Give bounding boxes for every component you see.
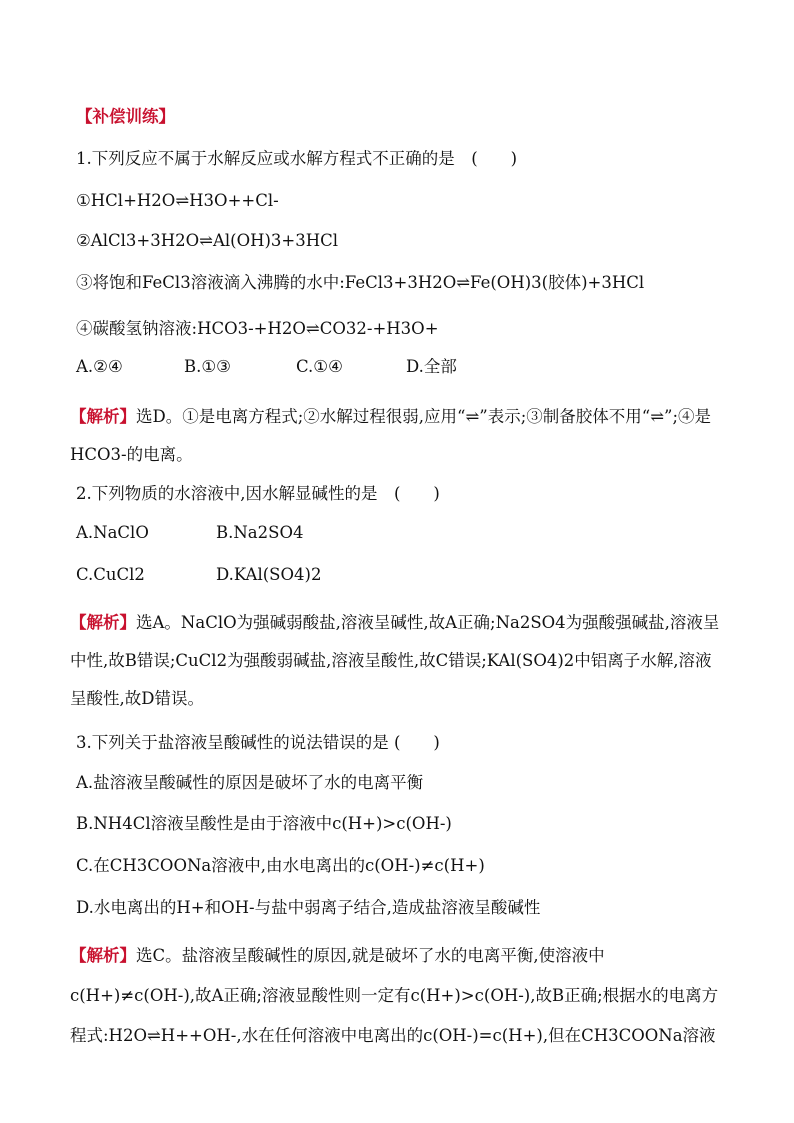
analysis-text: 选A。NaClO为强碱弱酸盐,溶液呈碱性,故A正确;Na2SO4为强酸强碱盐,溶液呈中性,故B错误;CuCl2为强酸弱碱盐,溶液呈酸性,故C错误;KAl(SO4)2中铝离子水解,溶液呈酸性,故D错误。 <box>70 613 720 708</box>
option-c: C.①④ <box>296 357 343 376</box>
option-c: C.CuCl2 <box>76 565 145 584</box>
item-prefix: 碳酸氢钠溶液: <box>92 319 198 338</box>
equation: AlCl3+3H2O⇌Al(OH)3+3HCl <box>90 231 339 250</box>
analysis-text: 选C。盐溶液呈酸碱性的原因,就是破坏了水的电离平衡,使溶液中c(H+)≠c(OH-),故A正确;溶液显酸性则一定有c(H+)>c(OH-),故B正确;根据水的电离方程式:H2O⇌H++OH-,水在任何溶液中电离出的c(OH-)=c(H+),但在CH3COONa溶液 <box>70 946 719 1045</box>
option-b: B.Na2SO4 <box>216 523 304 542</box>
q3-option-d: D.水电离出的H+和OH-与盐中弱离子结合,造成盐溶液呈酸碱性 <box>76 898 541 917</box>
item-number: ① <box>76 191 91 210</box>
q3-option-c: C.在CH3COONa溶液中,由水电离出的c(OH-)≠c(H+) <box>76 856 485 875</box>
option-a: A.②④ <box>76 357 123 376</box>
analysis-label: 【解析】 <box>70 946 136 965</box>
section-title: 【补偿训练】 <box>76 107 175 126</box>
q3-analysis <box>70 936 720 1056</box>
item-number: ③ <box>76 273 93 292</box>
question-3-stem: 3.下列关于盐溶液呈酸碱性的说法错误的是 ( ) <box>76 733 440 752</box>
question-1-stem: 1.下列反应不属于水解反应或水解方程式不正确的是 ( ) <box>76 149 518 168</box>
q1-options <box>76 356 457 378</box>
q3-option-b: B.NH4Cl溶液呈酸性是由于溶液中c(H+)>c(OH-) <box>76 814 452 833</box>
item-number: ② <box>76 231 91 250</box>
q1-analysis <box>70 398 720 474</box>
analysis-label: 【解析】 <box>70 407 136 426</box>
q1-item-4 <box>76 318 439 340</box>
item-prefix: 将饱和FeCl3溶液滴入沸腾的水中: <box>92 273 345 292</box>
option-d: D.KAl(SO4)2 <box>216 565 322 584</box>
q1-item-3 <box>76 272 644 294</box>
item-number: ④ <box>76 319 93 338</box>
question-2-stem: 2.下列物质的水溶液中,因水解显碱性的是 ( ) <box>76 484 440 503</box>
analysis-label: 【解析】 <box>70 613 136 632</box>
q3-option-a: A.盐溶液呈酸碱性的原因是破坏了水的电离平衡 <box>76 773 424 792</box>
option-d: D.全部 <box>406 357 457 376</box>
q1-item-1 <box>76 190 279 212</box>
q2-options-row-2 <box>76 564 321 586</box>
option-b: B.①③ <box>184 357 231 376</box>
equation: HCO3-+H2O⇌CO32-+H3O+ <box>197 319 439 338</box>
q2-options-row-1 <box>76 522 303 544</box>
equation: HCl+H2O⇌H3O++Cl- <box>90 191 279 210</box>
equation: FeCl3+3H2O⇌Fe(OH)3(胶体)+3HCl <box>344 273 645 292</box>
q1-item-2 <box>76 230 338 252</box>
analysis-text: 选D。①是电离方程式;②水解过程很弱,应用“⇌”表示;③制备胶体不用“⇌”;④是HCO3-的电离。 <box>70 407 712 464</box>
option-a: A.NaClO <box>76 523 149 542</box>
q2-analysis <box>70 604 720 718</box>
